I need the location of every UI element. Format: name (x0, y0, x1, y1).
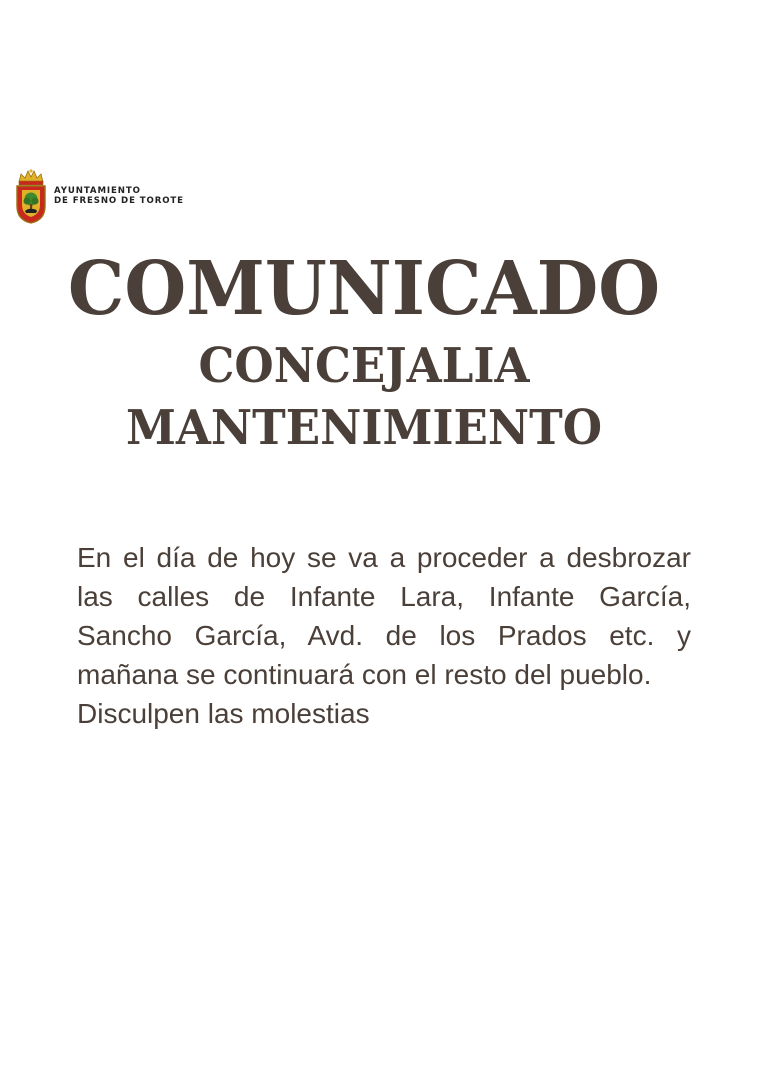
municipal-logo (14, 168, 184, 224)
announcement-paragraph: En el día de hoy se va a proceder a desbrozar las calles de Infante Lara, Infante García, Sancho García, Avd. de los Prados etc. y mañana se continuará con el resto del pueblo. (77, 542, 691, 690)
org-name (54, 186, 184, 206)
subtitle-line1: CONCEJALIA (198, 338, 530, 394)
closing-line: Disculpen las molestias (77, 698, 370, 729)
org-name-line2: DE FRESNO DE TOROTE (54, 196, 184, 206)
coat-of-arms-icon (14, 168, 48, 224)
announcement-body (77, 538, 691, 733)
subtitle-line2: MANTENIMIENTO (125, 400, 603, 456)
page-title: COMUNICADO (67, 246, 661, 332)
org-name-line1: AYUNTAMIENTO (54, 186, 141, 196)
